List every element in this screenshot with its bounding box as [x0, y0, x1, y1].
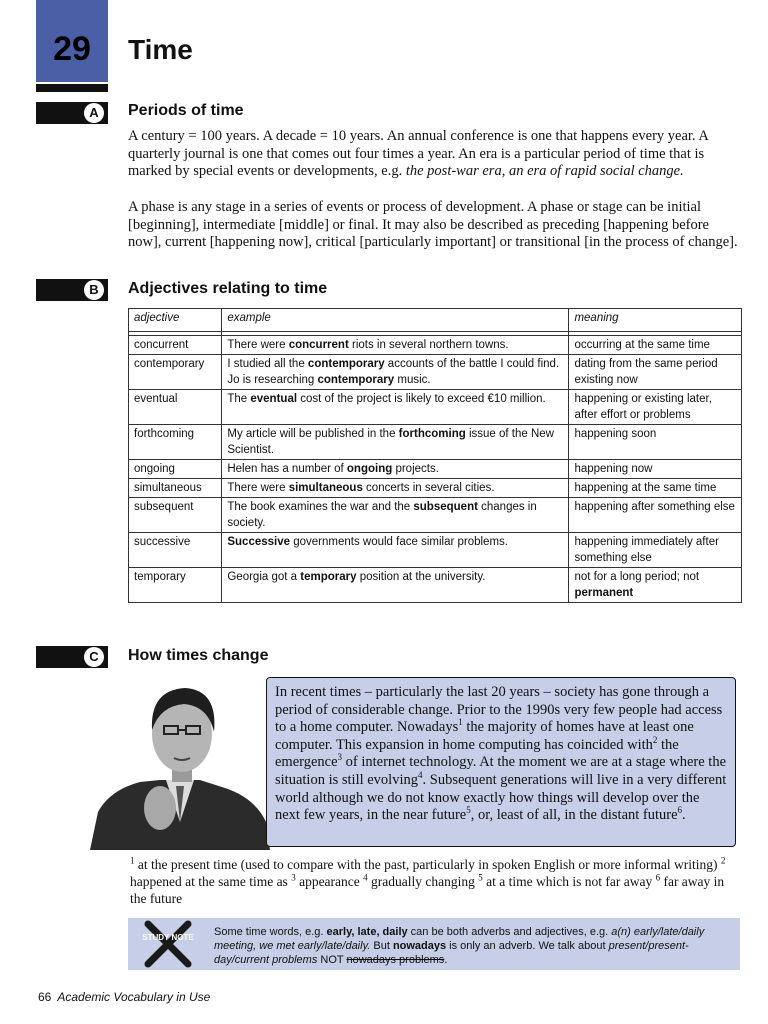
section-b-marker — [36, 279, 108, 301]
adjective-cell: ongoing — [129, 460, 222, 479]
table-row — [129, 568, 742, 603]
example-cell: Successive governments would face similar problems. — [222, 533, 569, 568]
column-header: example — [222, 309, 569, 332]
how-times-change-text-box: In recent times – particularly the last 20 years – society has gone through a period of considerable change. Prior to the 1990s very few people had access to a home computer. Nowadays$^1$ the majority of homes have at least one computer. This expansion in home computing has coincided with$^2$ the emergence$^3$ of internet technology. At the moment we are at a stage where the situation is still evolving$^4$. Subsequent generations will live in a very different world although we do not know exactly how things will develop over the next few years, in the near future$^5$, or, least of all, in the distant future$^6$. — [266, 677, 736, 847]
meaning-cell: happening or existing later, after effort or problems — [569, 390, 742, 425]
meaning-cell: dating from the same period existing now — [569, 355, 742, 390]
unit-number: 29 — [53, 30, 91, 68]
example-cell: Georgia got a temporary position at the university. — [222, 568, 569, 603]
adjective-cell: temporary — [129, 568, 222, 603]
adjective-cell: successive — [129, 533, 222, 568]
section-b-letter: B — [84, 280, 104, 300]
meaning-cell: not for a long period; not permanent — [569, 568, 742, 603]
example-cell: My article will be published in the forthcoming issue of the New Scientist. — [222, 425, 569, 460]
study-note-box — [128, 918, 740, 970]
unit-title: Time — [128, 34, 193, 65]
column-header: meaning — [569, 309, 742, 332]
table-row — [129, 460, 742, 479]
study-note-icon — [136, 920, 200, 968]
man-portrait-illustration — [90, 672, 270, 850]
table-row — [129, 336, 742, 355]
table-row — [129, 390, 742, 425]
study-note-icon-label: STUDY NOTE — [142, 933, 194, 942]
section-a-letter: A — [84, 103, 104, 123]
meaning-cell: occurring at the same time — [569, 336, 742, 355]
meaning-cell: happening at the same time — [569, 479, 742, 498]
footnotes: $^1$ at the present time (used to compare with the past, particularly in spoken English or more informal writing) $^2$ happened at the same time as $^3$ appearance $^4$ gradually changing $^5$ at a time which is not far away $^6$ far away in the future — [130, 855, 726, 906]
table-row — [129, 355, 742, 390]
table-row — [129, 425, 742, 460]
section-c-letter: C — [84, 647, 104, 667]
adjective-cell: subsequent — [129, 498, 222, 533]
adjective-cell: contemporary — [129, 355, 222, 390]
meaning-cell: happening soon — [569, 425, 742, 460]
section-a-example: the post-war era, an era of rapid social change. — [405, 163, 684, 179]
section-b-heading: Adjectives relating to time — [128, 280, 328, 297]
table-row — [129, 533, 742, 568]
section-c-marker — [36, 646, 108, 668]
section-a-paragraph-2: A phase is any stage in a series of events or process of development. A phase or stage can be initial [beginning], intermediate [middle] or final. It may also be described as preceding [happening before now], current [happening now], critical [particularly important] or transitional [in the process of change]. — [128, 199, 738, 250]
example-cell: There were concurrent riots in several northern towns. — [222, 336, 569, 355]
table-header-row — [129, 309, 742, 332]
unit-badge — [36, 0, 108, 82]
adjective-cell: forthcoming — [129, 425, 222, 460]
adjective-cell: concurrent — [129, 336, 222, 355]
meaning-cell: happening now — [569, 460, 742, 479]
meaning-cell: happening immediately after something else — [569, 533, 742, 568]
example-cell: There were simultaneous concerts in several cities. — [222, 479, 569, 498]
section-a-heading: Periods of time — [128, 102, 244, 119]
adjective-cell: eventual — [129, 390, 222, 425]
book-title: Academic Vocabulary in Use — [57, 990, 211, 1004]
page-footer — [38, 990, 210, 1004]
section-a-marker — [36, 102, 108, 124]
example-cell: I studied all the contemporary accounts of the battle I could find. Jo is researching contemporary music. — [222, 355, 569, 390]
unit-rule — [36, 84, 108, 92]
study-note-text: Some time words, e.g. early, late, daily can be both adverbs and adjectives, e.g. a(n) early/late/daily meeting, we met early/late/daily. But nowadays is only an adverb. We talk about present/present-day/current problems NOT nowadays problems. — [214, 926, 705, 966]
example-cell: The eventual cost of the project is likely to exceed €10 million. — [222, 390, 569, 425]
adjective-cell: simultaneous — [129, 479, 222, 498]
example-cell: The book examines the war and the subsequent changes in society. — [222, 498, 569, 533]
column-header: adjective — [129, 309, 222, 332]
table-row — [129, 498, 742, 533]
example-cell: Helen has a number of ongoing projects. — [222, 460, 569, 479]
page-number: 66 — [38, 990, 52, 1004]
table-row — [129, 479, 742, 498]
adjectives-table — [128, 308, 742, 603]
section-a-text-1: A century = 100 years. A decade = 10 years. An annual conference is one that happens every year. A quarterly journal is one that comes out four times a year. An era is a particular period of time that is marked by special events or developments, e.g. — [128, 128, 709, 179]
section-a-paragraph-1 — [128, 128, 738, 181]
section-c-heading: How times change — [128, 647, 269, 664]
meaning-cell: happening after something else — [569, 498, 742, 533]
